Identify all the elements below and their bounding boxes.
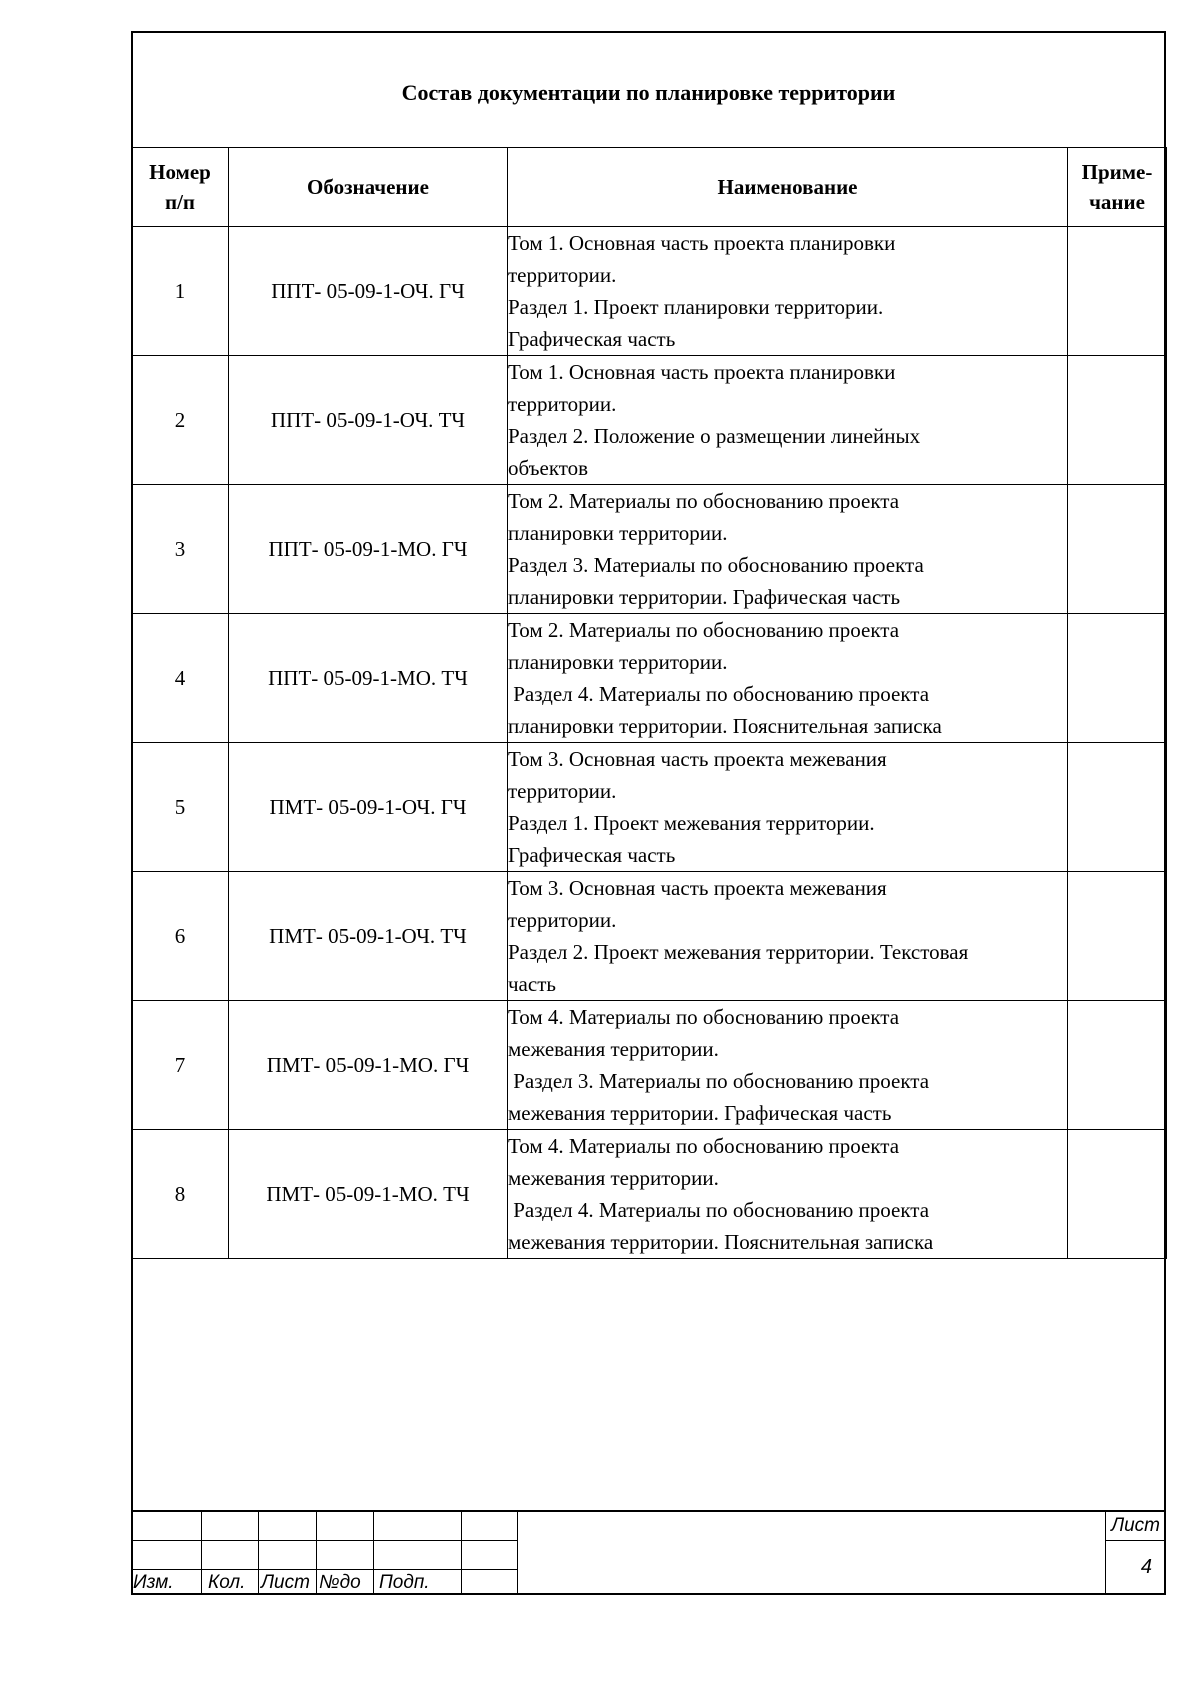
row-name-line: планировки территории. Графическая часть	[508, 585, 901, 609]
row-name-line: планировки территории.	[508, 521, 728, 545]
stamp-divider	[1105, 1512, 1106, 1595]
row-designation: ППТ- 05-09-1-ОЧ. ТЧ	[229, 356, 508, 485]
stamp-row-line	[1105, 1540, 1166, 1541]
row-name-line: Том 3. Основная часть проекта межевания	[508, 747, 887, 771]
header-num-line2: п/п	[164, 190, 196, 214]
table-row	[132, 227, 1167, 356]
header-name: Наименование	[508, 148, 1068, 227]
row-name-line: планировки территории.	[508, 650, 728, 674]
row-name-line: территории.	[508, 908, 617, 932]
row-number: 7	[132, 1001, 229, 1130]
stamp-row-line	[131, 1569, 517, 1570]
row-number: 1	[132, 227, 229, 356]
row-name-line: Том 1. Основная часть проекта планировки	[508, 231, 896, 255]
row-name-line: межевания территории. Пояснительная записка	[508, 1230, 934, 1254]
row-note	[1068, 356, 1167, 485]
header-note	[1068, 148, 1167, 227]
sheet-label: Лист	[1111, 1515, 1160, 1536]
header-note-line2: чание	[1089, 190, 1145, 214]
row-note	[1068, 743, 1167, 872]
document-title: Состав документации по планировке территории	[401, 80, 896, 105]
row-designation: ПМТ- 05-09-1-ОЧ. ГЧ	[229, 743, 508, 872]
row-name-line: Раздел 2. Проект межевания территории. Текстовая	[508, 940, 969, 964]
header-note-line1: Приме-	[1081, 159, 1153, 184]
row-name-line: территории.	[508, 263, 617, 287]
row-designation: ППТ- 05-09-1-МО. ГЧ	[229, 485, 508, 614]
row-name-line: Раздел 1. Проект межевания территории.	[508, 811, 875, 835]
table-row	[132, 614, 1167, 743]
header-num	[132, 148, 229, 227]
table-row	[132, 485, 1167, 614]
stamp-divider	[517, 1512, 518, 1595]
table-row	[132, 1130, 1167, 1259]
row-number: 6	[132, 872, 229, 1001]
row-name	[508, 356, 1068, 485]
table-row	[132, 872, 1167, 1001]
row-note	[1068, 227, 1167, 356]
stamp-label-sheet: Лист	[261, 1572, 310, 1593]
row-number: 5	[132, 743, 229, 872]
row-note	[1068, 872, 1167, 1001]
row-number: 3	[132, 485, 229, 614]
row-name-line: Том 1. Основная часть проекта планировки	[508, 360, 896, 384]
row-designation: ПМТ- 05-09-1-МО. ТЧ	[229, 1130, 508, 1259]
row-name-line: территории.	[508, 392, 617, 416]
stamp-divider	[258, 1512, 259, 1595]
row-number: 8	[132, 1130, 229, 1259]
row-name-line: Графическая часть	[508, 843, 676, 867]
stamp-divider	[201, 1512, 202, 1595]
row-note	[1068, 1001, 1167, 1130]
row-name-line: межевания территории.	[508, 1037, 719, 1061]
row-number: 4	[132, 614, 229, 743]
row-note	[1068, 485, 1167, 614]
row-name-line: Раздел 2. Положение о размещении линейных	[508, 424, 921, 448]
row-name	[508, 743, 1068, 872]
row-name-line: территории.	[508, 779, 617, 803]
row-designation: ППТ- 05-09-1-ОЧ. ГЧ	[229, 227, 508, 356]
stamp-divider	[316, 1512, 317, 1595]
row-note	[1068, 1130, 1167, 1259]
row-number: 2	[132, 356, 229, 485]
stamp-divider	[461, 1512, 462, 1595]
row-designation: ПМТ- 05-09-1-МО. ГЧ	[229, 1001, 508, 1130]
row-note	[1068, 614, 1167, 743]
row-name-line: Раздел 4. Материалы по обоснованию проекта	[508, 1198, 930, 1222]
row-name-line: межевания территории.	[508, 1166, 719, 1190]
row-designation: ПМТ- 05-09-1-ОЧ. ТЧ	[229, 872, 508, 1001]
row-name-line: Графическая часть	[508, 327, 676, 351]
row-name-line: Том 3. Основная часть проекта межевания	[508, 876, 887, 900]
row-name-line: Том 2. Материалы по обоснованию проекта	[508, 489, 900, 513]
row-name	[508, 485, 1068, 614]
row-name-line: планировки территории. Пояснительная записка	[508, 714, 942, 738]
stamp-divider	[373, 1512, 374, 1595]
stamp-label-count: Кол.	[208, 1572, 246, 1593]
row-name-line: Раздел 1. Проект планировки территории.	[508, 295, 884, 319]
row-name-line: Том 4. Материалы по обоснованию проекта	[508, 1005, 900, 1029]
row-name	[508, 614, 1068, 743]
title-block-stamp	[131, 1510, 1166, 1595]
row-name-line: часть	[508, 972, 556, 996]
sheet-number: 4	[1140, 1556, 1152, 1578]
row-designation: ППТ- 05-09-1-МО. ТЧ	[229, 614, 508, 743]
table-row	[132, 356, 1167, 485]
row-name	[508, 1130, 1068, 1259]
stamp-row-line	[131, 1540, 517, 1541]
row-name-line: Раздел 3. Материалы по обоснованию проекта	[508, 553, 924, 577]
row-name-line: межевания территории. Графическая часть	[508, 1101, 892, 1125]
row-name	[508, 1001, 1068, 1130]
row-name-line: Раздел 3. Материалы по обоснованию проекта	[508, 1069, 930, 1093]
row-name-line: объектов	[508, 456, 589, 480]
table-header-row	[132, 148, 1167, 227]
stamp-label-signature: Подп.	[379, 1572, 430, 1593]
table-row	[132, 1001, 1167, 1130]
row-name-line: Раздел 4. Материалы по обоснованию проекта	[508, 682, 930, 706]
row-name	[508, 872, 1068, 1001]
stamp-label-doc-number: №до	[319, 1572, 361, 1593]
header-code: Обозначение	[229, 148, 508, 227]
header-num-line1: Номер	[149, 159, 211, 184]
stamp-label-change: Изм.	[133, 1572, 174, 1593]
row-name	[508, 227, 1068, 356]
row-name-line: Том 2. Материалы по обоснованию проекта	[508, 618, 900, 642]
documents-table	[131, 147, 1167, 1259]
table-row	[132, 743, 1167, 872]
row-name-line: Том 4. Материалы по обоснованию проекта	[508, 1134, 900, 1158]
